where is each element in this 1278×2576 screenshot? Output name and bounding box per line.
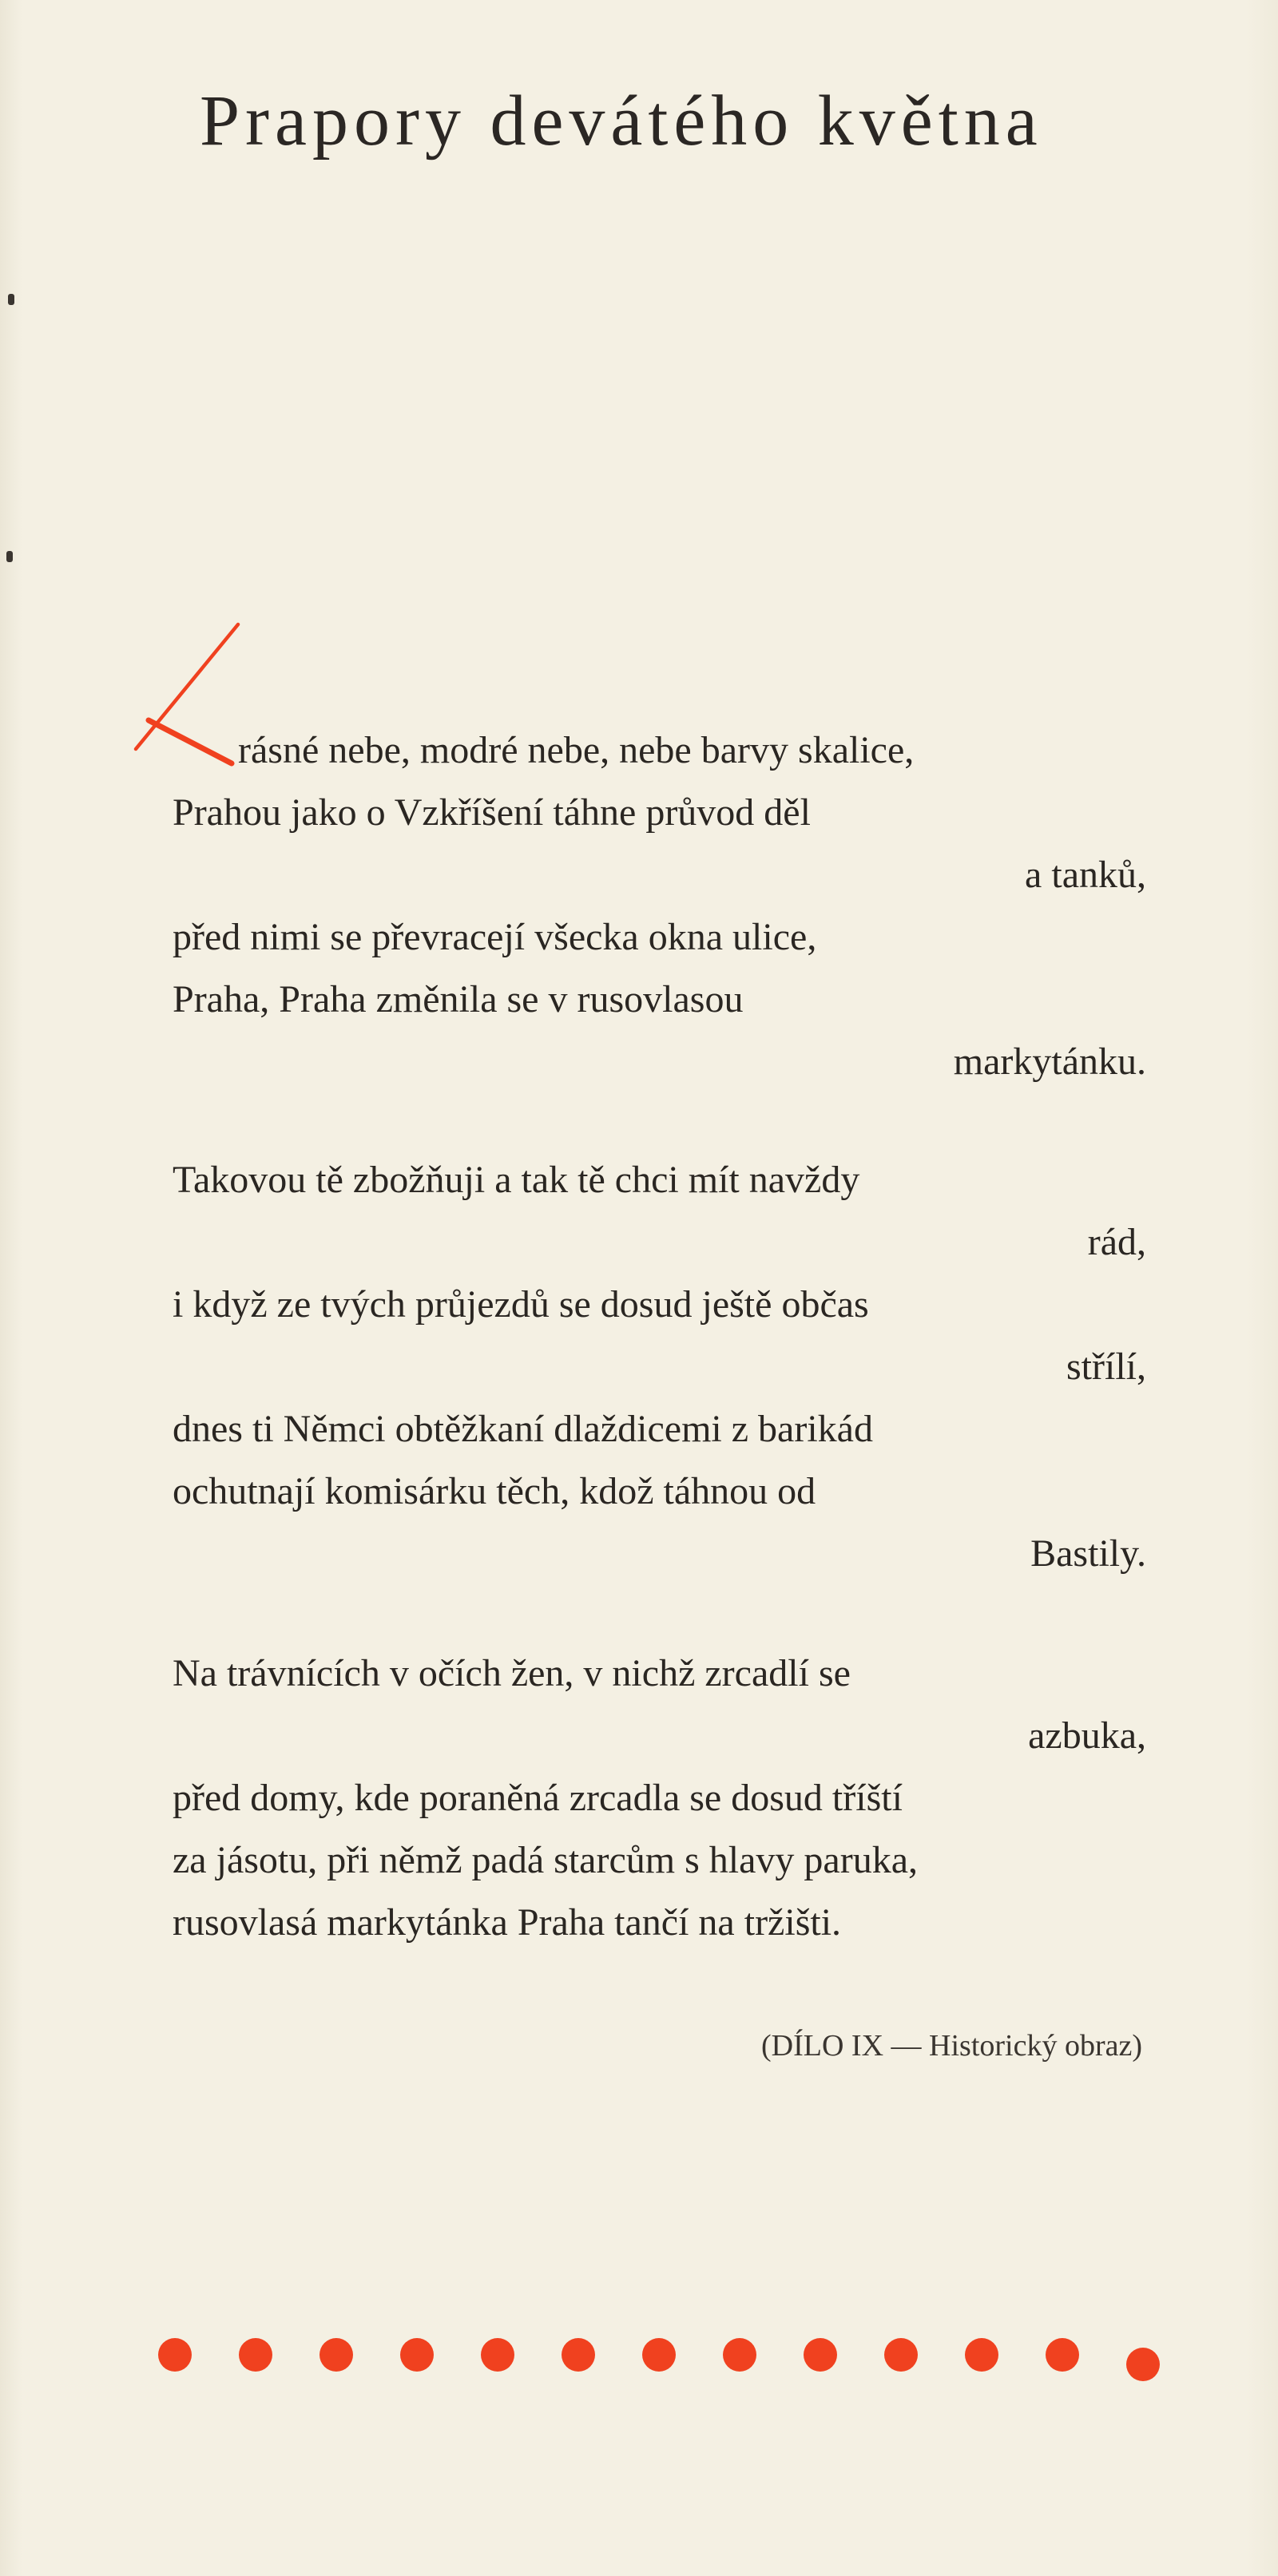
poem-line-continuation: azbuka, — [1028, 1714, 1146, 1757]
poem-line: před domy, kde poraněná zrcadla se dosud tříští — [173, 1777, 903, 1819]
ornament-dot — [723, 2338, 756, 2372]
dot-ornament — [158, 2338, 1149, 2386]
poem-line: Na trávnících v očích žen, v nichž zrcadlí se — [173, 1652, 851, 1694]
drop-cap-k-glyph — [120, 615, 248, 775]
poem-line: za jásotu, při němž padá starcům s hlavy paruka, — [173, 1839, 918, 1881]
ornament-dot — [562, 2338, 595, 2372]
poem-line: Praha, Praha změnila se v rusovlasou — [173, 978, 744, 1020]
poem-line: ochutnají komisárku těch, kdož táhnou od — [173, 1470, 816, 1512]
margin-speck — [6, 551, 13, 562]
ornament-dot — [1046, 2338, 1079, 2372]
ornament-dot — [239, 2338, 272, 2372]
poem-line: i když ze tvých průjezdů se dosud ještě občas — [173, 1283, 869, 1326]
ornament-dot — [642, 2338, 676, 2372]
drop-cap-k — [120, 615, 248, 775]
poem-line-continuation: Bastily. — [1030, 1532, 1146, 1575]
poem-title: Prapory devátého května — [200, 81, 1043, 161]
poem-line-continuation: střílí, — [1066, 1345, 1146, 1388]
ornament-dot — [481, 2338, 514, 2372]
ornament-dot — [884, 2338, 918, 2372]
ornament-dot — [400, 2338, 434, 2372]
poem-line-continuation: rád, — [1087, 1221, 1146, 1263]
ornament-dot — [1126, 2348, 1160, 2381]
poem-line: Prahou jako o Vzkříšení táhne průvod děl — [173, 791, 811, 834]
margin-speck — [8, 294, 14, 305]
poem-line: Takovou tě zbožňuji a tak tě chci mít navždy — [173, 1159, 860, 1201]
poem-line-continuation: a tanků, — [1025, 854, 1146, 896]
poem-line: rusovlasá markytánka Praha tančí na tržišti. — [173, 1901, 842, 1944]
ornament-dot — [804, 2338, 837, 2372]
ornament-dot — [320, 2338, 353, 2372]
poem-source: (DÍLO IX — Historický obraz) — [761, 2029, 1142, 2063]
poem-line: rásné nebe, modré nebe, nebe barvy skalice, — [238, 729, 915, 771]
poem-line: před nimi se převracejí všecka okna ulice, — [173, 916, 817, 958]
ornament-dot — [965, 2338, 998, 2372]
ornament-dot — [158, 2338, 192, 2372]
poem-line: dnes ti Němci obtěžkaní dlaždicemi z barikád — [173, 1408, 873, 1450]
poem-line-continuation: markytánku. — [953, 1040, 1146, 1083]
